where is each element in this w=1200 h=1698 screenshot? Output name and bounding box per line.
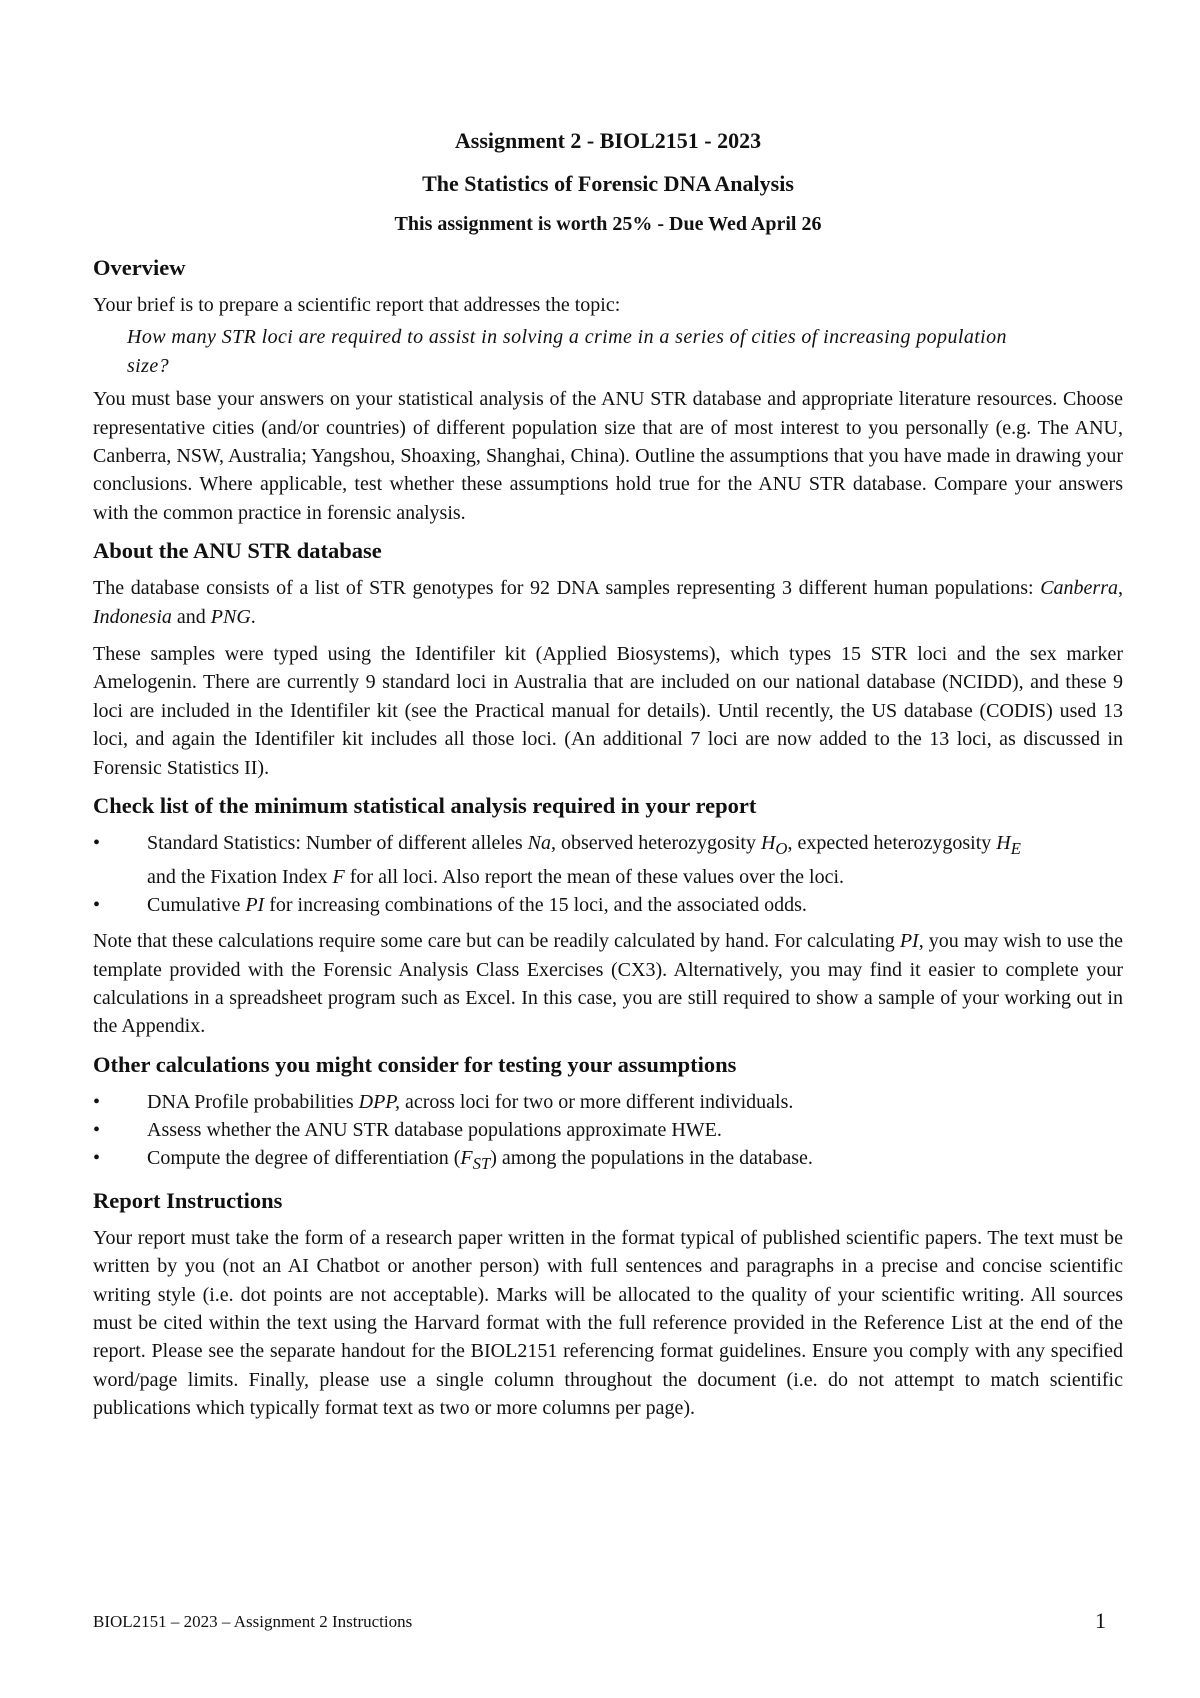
population-canberra: Canberra: [1040, 577, 1118, 600]
checklist-list: [93, 829, 1123, 919]
assignment-weight-due: This assignment is worth 25% - Due Wed April 26: [394, 213, 822, 235]
bullet-icon: •: [93, 1146, 101, 1169]
overview-body: You must base your answers on your statistical analysis of the ANU STR database and appropriate literature resources. Choose representative cities (and/or countries) of different population size that are of most interest to you personally (e.g. The ANU, Canberra, NSW, Australia; Yangshou, Shoaxing, Shanghai, China). Outline the assumptions that you have made in drawing your conclusions. Where applicable, test whether these assumptions hold true for the ANU STR database. Compare your answers with the common practice in forensic analysis.: [93, 388, 1123, 524]
list-item: • DNA Profile probabilities DPP, across loci for two or more different individuals.: [93, 1088, 1123, 1116]
page-number: 1: [1095, 1608, 1106, 1633]
other-calculations-heading: Other calculations you might consider for testing your assumptions: [93, 1051, 737, 1077]
report-instructions-body: Your report must take the form of a research paper written in the format typical of published scientific papers. The text must be written by you (not an AI Chatbot or another person) with full sentences and paragraphs in a precise and concise scientific writing style (i.e. dot points are not acceptable). Marks will be allocated to the quality of your scientific writing. All sources must be cited within the text using the Harvard format with the full reference provided in the Reference List at the end of the report. Please see the separate handout for the BIOL2151 referencing format guidelines. Ensure you comply with any specified word/page limits. Finally, please use a single column throughout the document (i.e. do not attempt to match scientific publications which typically format text as two or more columns per page).: [93, 1226, 1123, 1420]
list-item: • Assess whether the ANU STR database populations approximate HWE.: [93, 1116, 1123, 1144]
checklist-note: Note that these calculations require some care but can be readily calculated by hand. For calculating PI, you may wish to use the template provided with the Forensic Analysis Class Exercises (CX3). Alternatively, you may find it easier to complete your calculations in a spreadsheet program such as Excel. In this case, you are still required to show a sample of your working out in the Appendix.: [93, 930, 1123, 1038]
list-item: • Standard Statistics: Number of different alleles Na, observed heterozygosity $H_O$, expected heterozygosity $H_E$ and the Fixation Index F for all loci. Also report the mean of these values over the loci.: [93, 829, 1047, 891]
about-paragraph-1: The database consists of a list of STR genotypes for 92 DNA samples representing 3 different human populations: Canberra, Indonesia and PNG.: [93, 577, 1123, 628]
population-png: PNG: [210, 605, 251, 628]
about-paragraph-2: These samples were typed using the Identifiler kit (Applied Biosystems), which types 15 STR loci and the sex marker Amelogenin. There are currently 9 standard loci in Australia that are included on our national database (NCIDD), and these 9 loci are included in the Identifiler kit (see the Practical manual for details). Until recently, the US database (CODIS) used 13 loci, and again the Identifiler kit includes all those loci. (An additional 7 loci are now added to the 13 loci, as discussed in Forensic Statistics II).: [93, 643, 1123, 779]
bullet-icon: •: [93, 832, 101, 855]
list-item: • Compute the degree of differentiation $(F_{ST})$ among the populations in the database.: [93, 1144, 1123, 1178]
document-subtitle: The Statistics of Forensic DNA Analysis: [422, 171, 794, 196]
overview-question: How many STR loci are required to assist in solving a crime in a series of cities of increasing population size?: [127, 326, 1007, 377]
other-calculations-list: [93, 1088, 1123, 1178]
document-title: Assignment 2 - BIOL2151 - 2023: [454, 128, 762, 153]
population-indonesia: Indonesia: [93, 605, 172, 628]
footer-text: BIOL2151 – 2023 – Assignment 2 Instructions: [93, 1612, 413, 1631]
report-instructions-heading: Report Instructions: [93, 1187, 283, 1213]
bullet-icon: •: [93, 1090, 101, 1113]
bullet-icon: •: [93, 1118, 101, 1141]
list-item: • Cumulative PI for increasing combinations of the 15 loci, and the associated odds.: [93, 891, 1123, 919]
document-body: [93, 126, 1123, 1432]
checklist-heading: Check list of the minimum statistical analysis required in your report: [93, 793, 757, 819]
about-heading: About the ANU STR database: [93, 538, 382, 564]
overview-heading: Overview: [93, 255, 186, 280]
bullet-icon: •: [93, 894, 101, 917]
overview-intro: Your brief is to prepare a scientific report that addresses the topic:: [93, 294, 621, 316]
